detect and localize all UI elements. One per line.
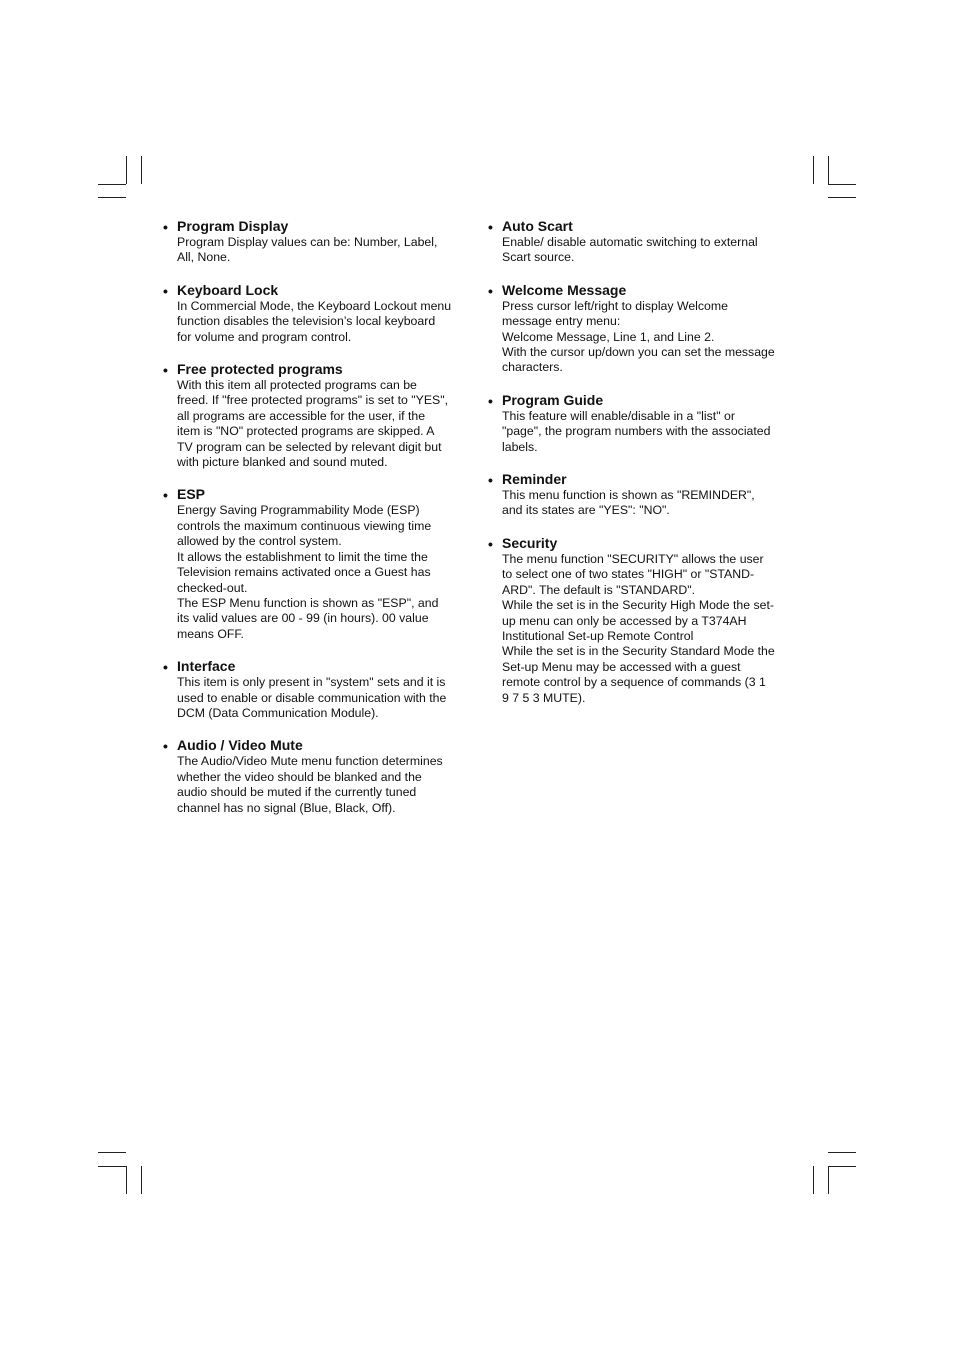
item-body: This feature will enable/disable in a "list" or "page", the program numbers with the associated labels. bbox=[502, 408, 771, 454]
item-reminder bbox=[488, 471, 793, 519]
item-esp bbox=[163, 486, 468, 642]
bullet: • bbox=[163, 219, 168, 235]
item-body: Enable/ disable automatic switching to external Scart source. bbox=[502, 235, 758, 265]
item-audio-video-mute bbox=[163, 737, 468, 816]
item-title: Auto Scart bbox=[502, 218, 573, 234]
item-security bbox=[488, 535, 793, 706]
item-body: Energy Saving Programmability Mode (ESP) controls the maximum continuous viewing time allowed by the control system. It allows the establishment to limit the time the Television remains activated once a Guest has checked-out. The ESP Menu function is shown as "ESP", and its valid values are 00 - 99 (in hours). 00 value means OFF. bbox=[177, 503, 439, 641]
item-interface bbox=[163, 658, 468, 721]
bullet: • bbox=[163, 362, 168, 379]
bullet: • bbox=[488, 219, 493, 235]
item-title: Audio / Video Mute bbox=[177, 737, 303, 754]
item-welcome-message bbox=[488, 282, 793, 376]
crop-mark-top-right-h1 bbox=[828, 184, 856, 185]
item-title: Interface bbox=[177, 658, 236, 675]
item-body: The menu function "SECURITY" allows the user to select one of two states "HIGH" or "STAND- ARD". The default is "STANDARD". While the set is in the Security High Mode the set- up menu can only be accessed by a T374AH Institutional Set-up Remote Control While the set is in the Security Standard Mode the Set-up Menu may be accessed with a guest remote control by a sequence of commands (3 1 9 7 5 3 MUTE). bbox=[502, 551, 775, 705]
item-title: Welcome Message bbox=[502, 281, 627, 298]
item-body: With this item all protected programs can be freed. If "free protected programs" is set to "YES", all programs are accessible for the user, if the item is "NO" protected programs are skipped. A TV program can be selected by relevant digit but with picture blanked and sound muted. bbox=[177, 378, 449, 470]
item-free-protected-programs bbox=[163, 361, 468, 470]
bullet: • bbox=[488, 392, 493, 409]
right-column bbox=[488, 218, 793, 706]
item-body: Program Display values can be: Number, Label, All, None. bbox=[177, 235, 438, 265]
crop-mark-bottom-right-h1 bbox=[828, 1152, 856, 1153]
crop-mark-top-left-v1 bbox=[126, 156, 127, 184]
bullet: • bbox=[163, 659, 168, 676]
item-title: ESP bbox=[177, 486, 206, 503]
bullet: • bbox=[163, 282, 168, 299]
crop-mark-top-left-h2 bbox=[98, 197, 126, 198]
item-body: The Audio/Video Mute menu function determines whether the video should be blanked and the audio should be muted if the currently tuned channel has no signal (Blue, Black, Off). bbox=[177, 754, 443, 815]
item-body: This item is only present in "system" sets and it is used to enable or disable communication with the DCM (Data Communication Module). bbox=[177, 675, 447, 720]
item-body: This menu function is shown as "REMINDER", and its states are "YES": "NO". bbox=[502, 488, 755, 518]
crop-mark-bottom-right-h2 bbox=[828, 1166, 856, 1167]
item-title: Reminder bbox=[502, 471, 567, 488]
item-body: Press cursor left/right to display Welcome message entry menu: Welcome Message, Line 1, and Line 2. With the cursor up/down you can set the message characters. bbox=[502, 298, 775, 375]
crop-mark-bottom-right-v1 bbox=[813, 1166, 814, 1194]
crop-mark-bottom-right-v2 bbox=[828, 1166, 829, 1194]
item-program-guide bbox=[488, 392, 793, 455]
crop-mark-top-left-h1 bbox=[98, 184, 126, 185]
item-title: Program Guide bbox=[502, 391, 604, 408]
item-title: Program Display bbox=[177, 218, 289, 234]
item-program-display bbox=[163, 218, 468, 266]
item-auto-scart bbox=[488, 218, 793, 266]
bullet: • bbox=[163, 487, 168, 504]
item-title: Keyboard Lock bbox=[177, 281, 279, 298]
bullet: • bbox=[488, 535, 493, 552]
crop-mark-bottom-left-v1 bbox=[126, 1166, 127, 1194]
crop-mark-top-right-v1 bbox=[813, 156, 814, 184]
item-title: Security bbox=[502, 534, 558, 551]
crop-mark-top-right-v2 bbox=[828, 156, 829, 184]
crop-mark-bottom-left-h1 bbox=[98, 1152, 126, 1153]
crop-mark-bottom-left-h2 bbox=[98, 1166, 126, 1167]
crop-mark-top-right-h2 bbox=[828, 197, 856, 198]
crop-mark-top-left-v2 bbox=[141, 156, 142, 184]
bullet: • bbox=[163, 738, 168, 755]
item-title: Free protected programs bbox=[177, 361, 343, 378]
item-keyboard-lock bbox=[163, 282, 468, 345]
left-column bbox=[163, 218, 468, 816]
bullet: • bbox=[488, 472, 493, 489]
crop-mark-bottom-left-v2 bbox=[141, 1166, 142, 1194]
item-body: In Commercial Mode, the Keyboard Lockout menu function disables the television’s local keyboard for volume and program control. bbox=[177, 298, 452, 344]
bullet: • bbox=[488, 282, 493, 299]
